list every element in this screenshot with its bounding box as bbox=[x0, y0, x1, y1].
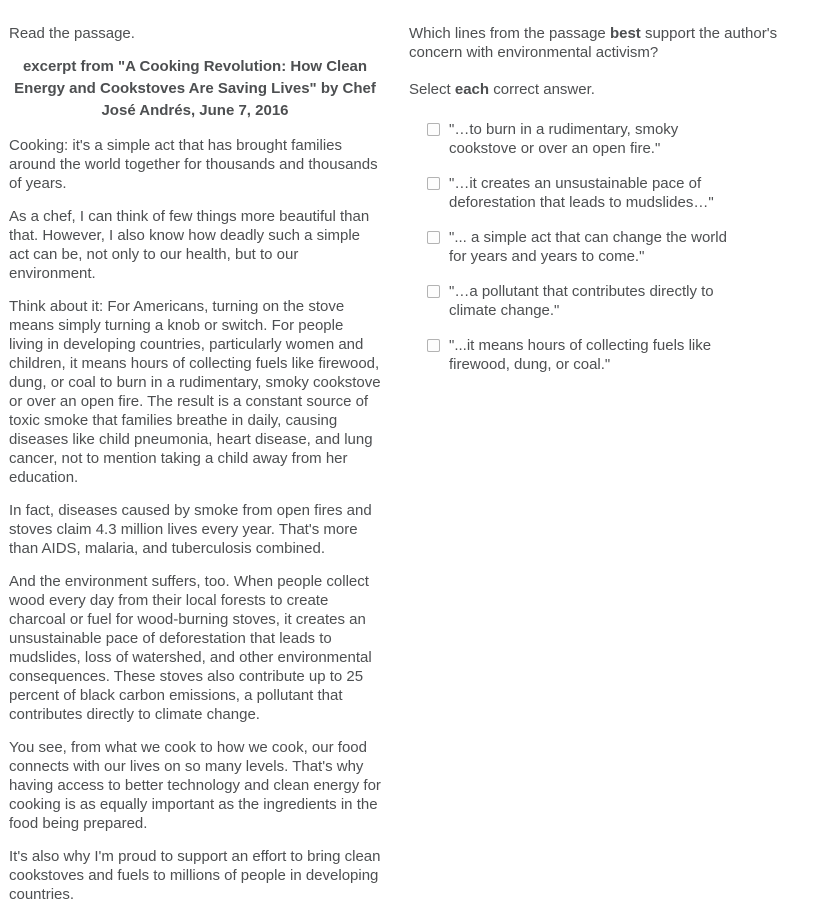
answer-label-4: "…a pollutant that contributes directly to climate change." bbox=[449, 283, 714, 319]
answer-option-3[interactable] bbox=[427, 228, 781, 266]
answer-checkbox-1[interactable] bbox=[427, 123, 440, 136]
answer-checkbox-3[interactable] bbox=[427, 231, 440, 244]
passage-instruction: Read the passage. bbox=[9, 25, 135, 42]
question-panel bbox=[409, 24, 815, 390]
answer-options bbox=[409, 120, 781, 374]
question-suffix: support the author's concern with environmental activism? bbox=[409, 25, 778, 61]
passage-paragraph: Think about it: For Americans, turning on the stove means simply turning a knob or switch. For people living in developing countries, particularly women and children, it means hours of collecting fuels like firewood, dung, or coal to burn in a rudimentary, smoky cookstove or over an open fire. The result is a constant source of toxic smoke that families breathe in daily, causing diseases like child pneumonia, heart disease, and lung cancer, not to mention taking a child away from her education. bbox=[9, 298, 381, 486]
passage-paragraph: It's also why I'm proud to support an effort to bring clean cookstoves and fuels to millions of people in developing countries. bbox=[9, 848, 381, 903]
answer-option-2[interactable] bbox=[427, 174, 781, 212]
question-prefix: Which lines from the passage bbox=[409, 25, 610, 42]
question-text bbox=[409, 24, 781, 62]
passage-paragraph: You see, from what we cook to how we cook, our food connects with our lives on so many levels. That's why having access to better technology and clean energy for cooking is as equally important as the ingredients in the food being prepared. bbox=[9, 739, 381, 832]
answer-checkbox-4[interactable] bbox=[427, 285, 440, 298]
passage-paragraph: As a chef, I can think of few things more beautiful than that. However, I also know how deadly such a simple act can be, not only to our health, but to our environment. bbox=[9, 208, 370, 282]
answer-option-1[interactable] bbox=[427, 120, 781, 158]
instruction-suffix: correct answer. bbox=[489, 81, 595, 98]
select-instruction bbox=[409, 80, 781, 99]
answer-label-1: "…to burn in a rudimentary, smoky cookstove or over an open fire." bbox=[449, 121, 679, 157]
instruction-bold-word: each bbox=[454, 81, 490, 98]
question-bold-word: best bbox=[609, 25, 641, 42]
passage-paragraph: Cooking: it's a simple act that has brought families around the world together for thousands and thousands of years. bbox=[9, 137, 378, 192]
answer-option-5[interactable] bbox=[427, 336, 781, 374]
passage-paragraph: And the environment suffers, too. When people collect wood every day from their local forests to create charcoal or fuel for wood-burning stoves, it creates an unsustainable pace of deforestation that leads to mudslides, loss of watershed, and other environmental consequences. These stoves also contribute up to 25 percent of black carbon emissions, a pollutant that contributes directly to climate change. bbox=[9, 573, 372, 723]
answer-option-4[interactable] bbox=[427, 282, 781, 320]
answer-label-3: "... a simple act that can change the world for years and years to come." bbox=[449, 229, 727, 265]
answer-label-2: "…it creates an unsustainable pace of deforestation that leads to mudslides…" bbox=[449, 175, 714, 211]
answer-label-5: "...it means hours of collecting fuels like firewood, dung, or coal." bbox=[449, 337, 712, 373]
passage-title: excerpt from "A Cooking Revolution: How Clean Energy and Cookstoves Are Saving Lives" by Chef José Andrés, June 7, 2016 bbox=[14, 58, 376, 119]
passage-paragraph: In fact, diseases caused by smoke from open fires and stoves claim 4.3 million lives every year. That's more than AIDS, malaria, and tuberculosis combined. bbox=[9, 502, 372, 557]
answer-checkbox-5[interactable] bbox=[427, 339, 440, 352]
instruction-prefix: Select bbox=[409, 81, 455, 98]
answer-checkbox-2[interactable] bbox=[427, 177, 440, 190]
passage-panel bbox=[0, 24, 409, 904]
